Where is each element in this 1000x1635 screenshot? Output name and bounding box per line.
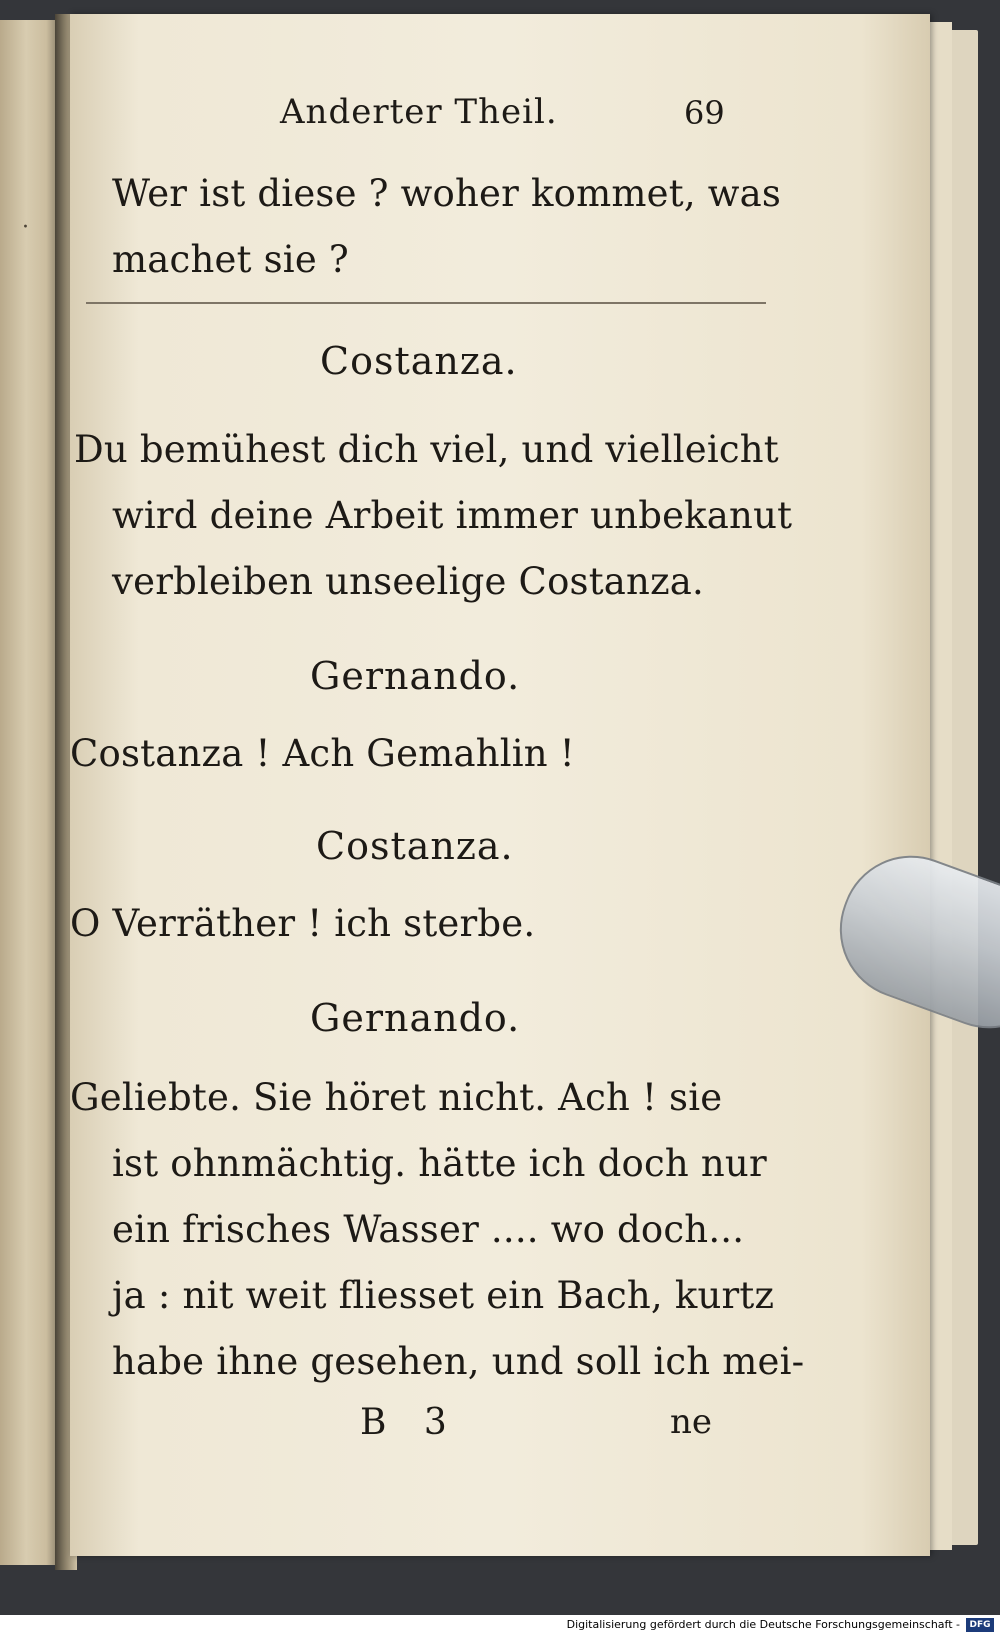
- text-line: ja : nit weit fliesset ein Bach, kurtz: [112, 1274, 775, 1317]
- page-content: [70, 14, 930, 1556]
- running-head: Anderter Theil.: [280, 92, 558, 132]
- text-line: Wer ist diese ? woher kommet, was: [112, 172, 782, 215]
- printer-signature: B 3: [360, 1402, 447, 1443]
- text-line: ist ohnmächtig. hätte ich doch nur: [112, 1142, 767, 1185]
- catchword: ne: [670, 1402, 713, 1442]
- previous-page-strip: [0, 20, 61, 1565]
- text-line: habe ihne gesehen, und soll ich mei-: [112, 1340, 805, 1383]
- speaker-name: Costanza.: [316, 824, 514, 868]
- speaker-name: Costanza.: [320, 339, 518, 383]
- funding-credit: Digitalisierung gefördert durch die Deutsche Forschungsgemeinschaft -: [566, 1618, 960, 1631]
- section-rule: [86, 302, 766, 304]
- text-line: Du bemühest dich viel, und vielleicht: [74, 428, 779, 471]
- speaker-name: Gernando.: [310, 996, 521, 1040]
- text-line: Geliebte. Sie höret nicht. Ach ! sie: [70, 1076, 723, 1119]
- page-header: [70, 92, 930, 142]
- text-line: O Verräther ! ich sterbe.: [70, 902, 536, 945]
- book-page: [70, 14, 930, 1556]
- text-line: machet sie ?: [112, 238, 349, 281]
- text-line: ein frisches Wasser .... wo doch...: [112, 1208, 745, 1251]
- text-line: wird deine Arbeit immer unbekanut: [112, 494, 793, 537]
- digitization-footer: [0, 1615, 1000, 1635]
- page-number: 69: [684, 94, 725, 132]
- speaker-name: Gernando.: [310, 654, 521, 698]
- margin-dot: ·: [22, 215, 29, 240]
- text-line: Costanza ! Ach Gemahlin !: [70, 732, 575, 775]
- text-line: verbleiben unseelige Costanza.: [112, 560, 705, 603]
- dfg-logo: DFG: [966, 1618, 994, 1632]
